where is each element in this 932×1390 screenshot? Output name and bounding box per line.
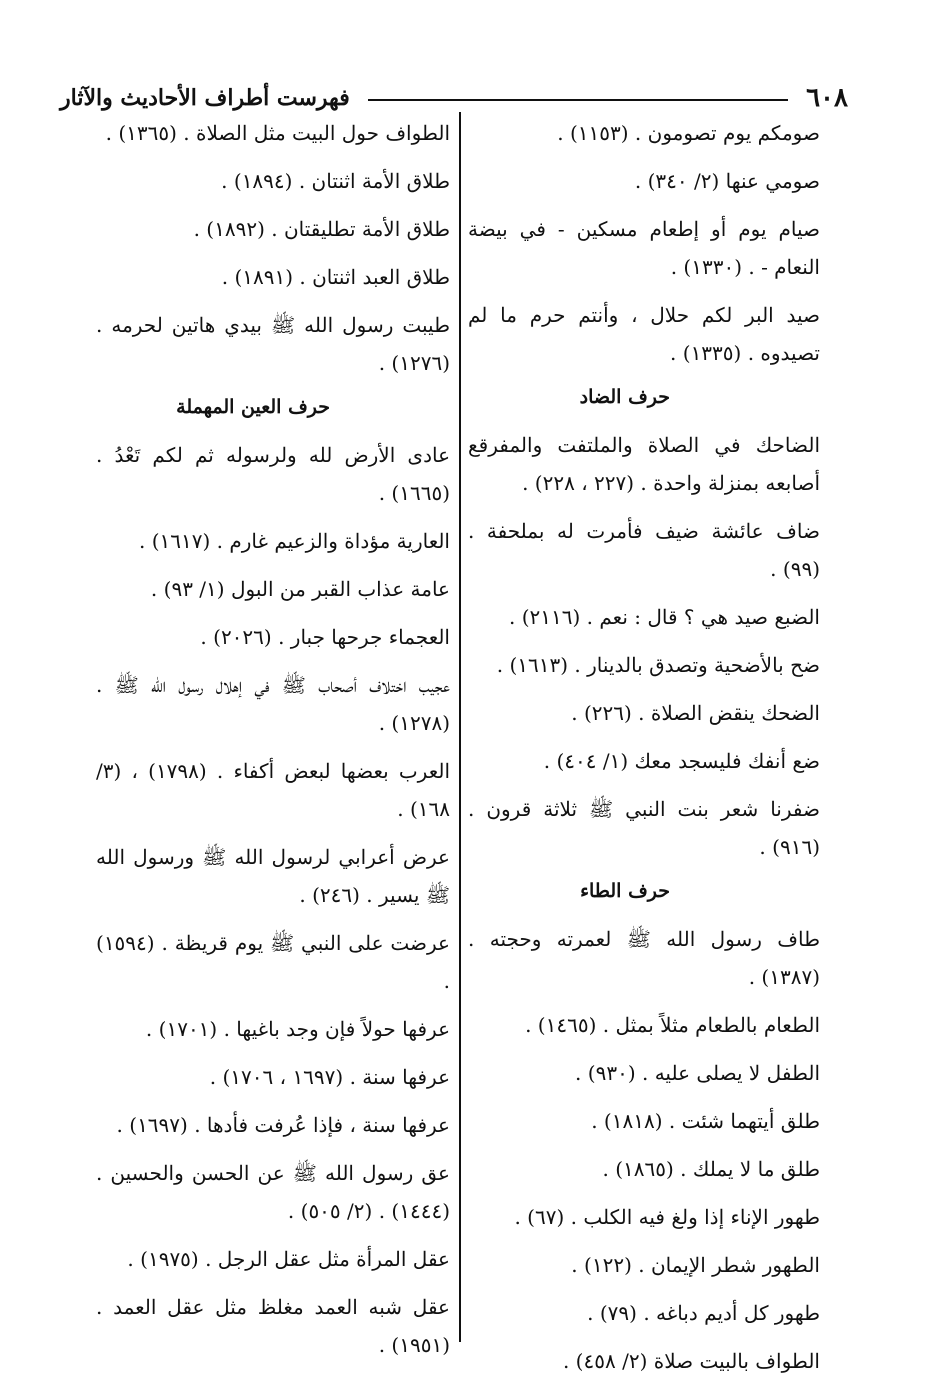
column-divider — [459, 112, 461, 1342]
page-number: ٦٠٨ — [806, 83, 848, 113]
index-entry: طيبت رسول الله ﷺ بيدي هاتين لحرمه . (١٢٧٦) . — [96, 313, 450, 375]
header-rule — [368, 99, 788, 101]
page-header — [60, 80, 848, 116]
index-entry: طلق ما لا يملك . (١٨٦٥) . — [602, 1157, 820, 1181]
section-heading: حرف الطاء — [580, 880, 670, 902]
index-entry: عقل المرأة مثل عقل الرجل . (١٩٧٥) . — [127, 1247, 450, 1271]
index-entry: طاف رسول الله ﷺ لعمرته وحجته . (١٣٨٧) . — [468, 927, 820, 989]
running-title: فهرست أطراف الأحاديث والآثار — [60, 85, 350, 111]
index-entry: الطفل لا يصلى عليه . (٩٣٠) . — [575, 1061, 820, 1085]
index-entry: الطعام بالطعام مثلاً بمثل . (١٤٦٥) . — [525, 1013, 820, 1037]
section-heading: حرف الضاد — [579, 386, 670, 408]
index-entry: ضفرنا شعر بنت النبي ﷺ ثلاثة قرون . (٩١٦) . — [468, 797, 820, 859]
index-entry: عامة عذاب القبر من البول (١/ ٩٣) . — [150, 577, 450, 601]
index-entry: عرفها حولاً فإن وجد باغيها . (١٧٠١) . — [145, 1017, 450, 1041]
index-entry: طهور الإناء إذا ولغ فيه الكلب . (٦٧) . — [514, 1205, 820, 1229]
index-entry: الطهور شطر الإيمان . (١٢٢) . — [571, 1253, 820, 1277]
index-entry: طلاق الأمة تطليقتان . (١٨٩٢) . — [193, 217, 450, 241]
index-entry: ضح بالأضحية وتصدق بالدينار . (١٦١٣) . — [496, 653, 820, 677]
index-entry: الضحك ينقض الصلاة . (٢٢٦) . — [571, 701, 820, 725]
right-column — [468, 114, 820, 1390]
index-entry: عادى الأرض لله ولرسوله ثم لكم تَعْدُ . (١٦٦٥) . — [96, 443, 450, 505]
index-entry: صومكم يوم تصومون . (١١٥٣) . — [557, 121, 820, 145]
section-heading: حرف العين المهملة — [176, 396, 330, 418]
index-entry: الطواف حول البيت مثل الصلاة . (١٣٦٥) . — [105, 121, 450, 145]
index-entry: الطواف بالبيت صلاة (٢/ ٤٥٨) . — [562, 1349, 820, 1373]
index-entry: عجيب اختلاف أصحاب ﷺ في إهلال رسول الله ﷺ . (١٢٧٨) . — [96, 673, 450, 735]
index-entry: صيد البر لكم حلال ، وأنتم حرم ما لم تصيدوه . (١٣٣٥) . — [468, 303, 820, 365]
index-entry: العرب بعضها لبعض أكفاء . (١٧٩٨) ، (٣/ ١٦٨) . — [96, 759, 450, 821]
index-entry: الضبع صيد هي ؟ قال : نعم . (٢١١٦) . — [509, 605, 820, 629]
index-entry: صيام يوم أو إطعام مسكين - في بيضة النعام - . (١٣٣٠) . — [468, 217, 820, 279]
index-entry: عرض أعرابي لرسول الله ﷺ ورسول الله ﷺ يسير . (٢٤٦) . — [96, 845, 450, 907]
index-entry: ضع أنفك فليسجد معك (١/ ٤٠٤) . — [543, 749, 820, 773]
index-entry: عقل شبه العمد مغلظ مثل عقل العمد . (١٩٥١) . — [96, 1295, 450, 1357]
index-entry: ضاف عائشة ضيف فأمرت له بملحفة . (٩٩) . — [468, 519, 820, 581]
index-entry: طلق أيتهما شئت . (١٨١٨) . — [591, 1109, 820, 1133]
index-entry: طلاق العبد اثنتان . (١٨٩١) . — [221, 265, 450, 289]
left-column — [96, 114, 450, 1374]
index-entry: العجماء جرحها جبار . (٢٠٢٦) . — [200, 625, 450, 649]
index-entry: صومي عنها (٢/ ٣٤٠) . — [634, 169, 820, 193]
index-entry: طلاق الأمة اثنتان . (١٨٩٤) . — [221, 169, 450, 193]
index-entry: عرفها سنة ، فإذا عُرفت فأدها . (١٦٩٧) . — [116, 1113, 450, 1137]
index-entry: العارية مؤداة والزعيم غارم . (١٦١٧) . — [139, 529, 450, 553]
index-entry: طهور كل أديم دباغه . (٧٩) . — [587, 1301, 820, 1325]
index-entry: عرفها سنة . (١٦٩٧ ، ١٧٠٦) . — [209, 1065, 450, 1089]
index-entry: عرضت على النبي ﷺ يوم قريظة . (١٥٩٤) . — [96, 931, 450, 993]
index-entry: عق رسول الله ﷺ عن الحسن والحسين . (١٤٤٤) . (٢/ ٥٠٥) . — [96, 1161, 450, 1223]
index-entry: الضاحك في الصلاة والملتفت والمفرقع أصابعه بمنزلة واحدة . (٢٢٧ ، ٢٢٨) . — [468, 433, 820, 495]
